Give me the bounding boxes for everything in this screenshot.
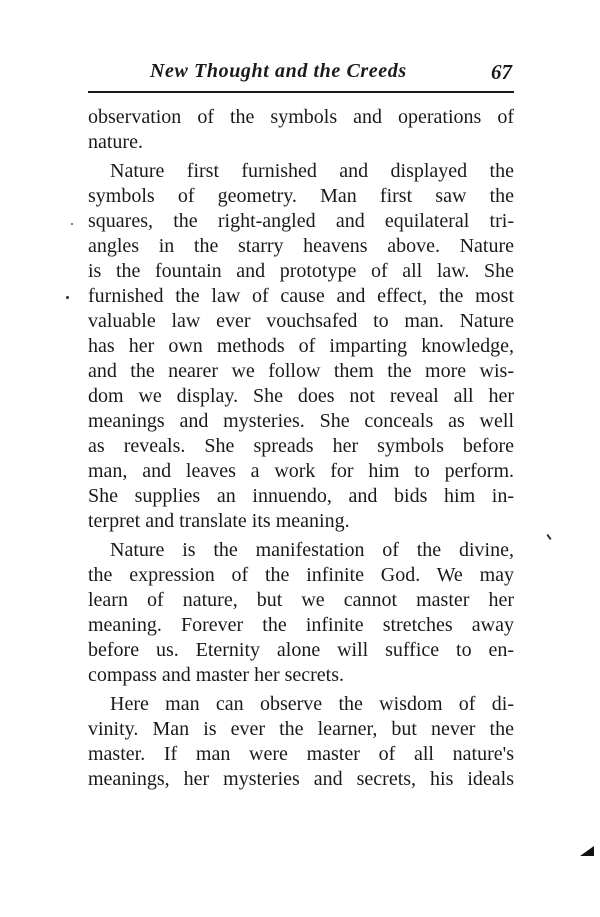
- text-line: as reveals. She spreads her symbols before: [88, 435, 514, 457]
- text-line: valuable law ever vouchsafed to man. Nature: [88, 310, 514, 332]
- text-line: vinity. Man is ever the learner, but never the: [88, 718, 514, 740]
- text-line: squares, the right-angled and equilateral tri-: [88, 210, 514, 232]
- page-corner-mark: [580, 846, 594, 856]
- text-line: meanings and mysteries. She conceals as well: [88, 410, 514, 432]
- page-number: 67: [491, 60, 512, 84]
- paragraph-first-line: Nature is the manifestation of the divine,: [110, 539, 514, 561]
- text-line: master. If man were master of all nature's: [88, 743, 514, 765]
- text-line: before us. Eternity alone will suffice to en-: [88, 639, 514, 661]
- text-line: is the fountain and prototype of all law. She: [88, 260, 514, 282]
- text-line: has her own methods of imparting knowledge,: [88, 335, 514, 357]
- text-line: learn of nature, but we cannot master her: [88, 589, 514, 611]
- running-title: New Thought and the Creeds: [150, 60, 407, 82]
- scan-mark: [546, 534, 551, 540]
- text-line: terpret and translate its meaning.: [88, 510, 350, 532]
- text-line: meaning. Forever the infinite stretches away: [88, 614, 514, 636]
- paragraph-first-line: Here man can observe the wisdom of di-: [110, 693, 514, 715]
- text-line: nature.: [88, 131, 143, 153]
- text-line: furnished the law of cause and effect, the most: [88, 285, 514, 307]
- text-line: observation of the symbols and operations of: [88, 106, 514, 128]
- text-line: compass and master her secrets.: [88, 664, 345, 686]
- scan-speck: [71, 223, 73, 225]
- paragraph-first-line: Nature first furnished and displayed the: [110, 160, 514, 182]
- text-line: angles in the starry heavens above. Nature: [88, 235, 514, 257]
- text-line: She supplies an innuendo, and bids him in-: [88, 485, 514, 507]
- running-header: [88, 58, 514, 94]
- scan-speck: [66, 296, 69, 299]
- text-line: symbols of geometry. Man first saw the: [88, 185, 514, 207]
- text-line: dom we display. She does not reveal all her: [88, 385, 514, 407]
- page-body: [88, 105, 514, 792]
- text-line: man, and leaves a work for him to perform.: [88, 460, 514, 482]
- header-rule: [88, 91, 514, 93]
- text-line: and the nearer we follow them the more wis-: [88, 360, 514, 382]
- text-line: the expression of the infinite God. We may: [88, 564, 514, 586]
- text-line: meanings, her mysteries and secrets, his ideals: [88, 768, 514, 790]
